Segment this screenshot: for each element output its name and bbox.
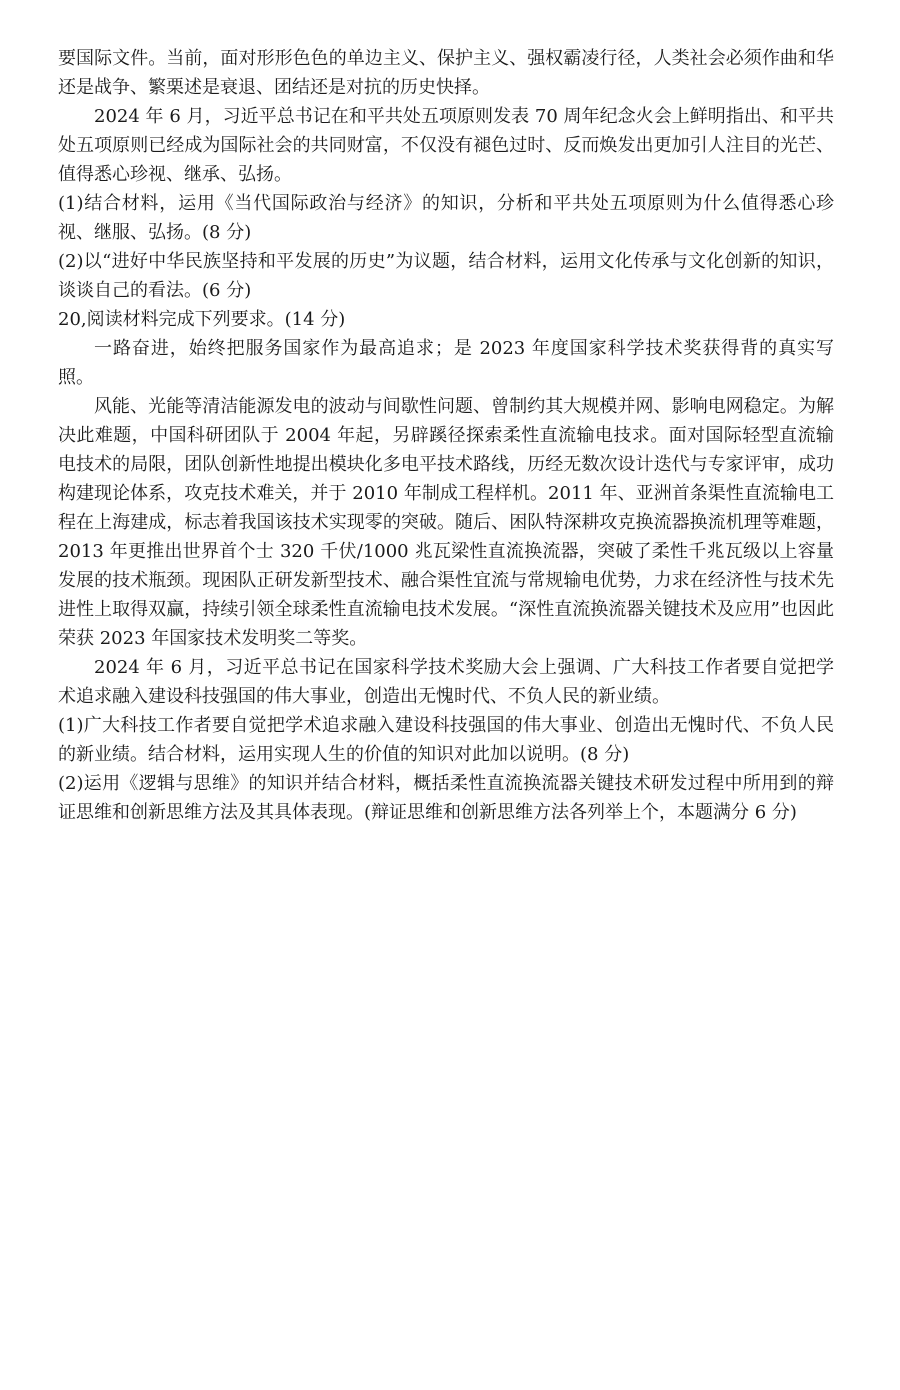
paragraph-flexible-dc-tech: 风能、光能等清洁能源发电的波动与间歇性问题、曾制约其大规模并网、影响电网稳定。为解决此难题，中国科研团队于 2004 年起，另辟蹊径探索柔性直流输电技求。面对国际轻型直流输电技术的局限，团队创新性地提出模块化多电平技术路线，历经无数次设计迭代与专家评审，成功构建现论体系，攻克技术难关，并于 2010 年制成工程样机。2011 年、亚洲首条渠性直流输电工程在上海建成，标志着我国该技术实现零的突破。随后、困队特深耕攻克换流器换流机理等难题，2013 年更推出世界首个士 320 千伏/1000 兆瓦梁性直流换流器，突破了柔性千兆瓦级以上容量发展的技术瓶颈。现困队正研发新型技术、融合渠性宜流与常规输电优势，力求在经济性与技术先进性上取得双赢，持续引领全球柔性直流输电技术发展。“深性直流换流器关键技术及应用”也因此荣获 2023 年国家技术发明奖二等奖。: [58, 396, 834, 649]
paragraph-award-intro: 一路奋进，始终把服务国家作为最高追求；是 2023 年度国家科学技术奖获得背的真实写照。: [58, 338, 834, 388]
question-19-2: (2)以“进好中华民族坚持和平发展的历史”为议题，结合材料，运用文化传承与文化创新的知识，谈谈自己的看法。(6 分): [58, 251, 834, 301]
question-19-1: (1)结合材料，运用《当代国际政治与经济》的知识，分析和平共处五项原则为什么值得悉心珍视、继服、弘扬。(8 分): [58, 193, 834, 243]
question-20-heading: 20,阅读材料完成下列要求。(14 分): [58, 309, 346, 330]
question-20-2: (2)运用《逻辑与思维》的知识并结合材料，概括柔性直流换流器关键技术研发过程中所用到的辩证思维和创新思维方法及其具体表现。(辩证思维和创新思维方法各列举上个，本题满分 6 分): [58, 773, 834, 823]
paragraph-intro-continuation: 要国际文件。当前，面对形形色色的单边主义、保护主义、强权霸凌行径，人类社会必须作曲和华还是战争、繁栗述是衰退、团结还是对抗的历史快择。: [58, 48, 834, 98]
question-20-1: (1)广大科技工作者要自觉把学术追求融入建设科技强国的伟大事业、创造出无愧时代、不负人民的新业绩。结合材料，运用实现人生的价值的知识对此加以说明。(8 分): [58, 715, 834, 765]
document-body: [58, 44, 834, 827]
paragraph-science-award-speech: 2024 年 6 月，习近平总书记在国家科学技术奖励大会上强调、广大科技工作者要自觉把学术追求融入建设科技强国的伟大事业，创造出无愧时代、不负人民的新业绩。: [58, 657, 834, 707]
paragraph-peaceful-coexistence: 2024 年 6 月，习近平总书记在和平共处五项原则发表 70 周年纪念火会上鲜明指出、和平共处五项原则已经成为国际社会的共同财富，不仅没有褪色过时、反而焕发出更加引人注目的光芒、值得悉心珍视、继承、弘扬。: [58, 106, 834, 185]
